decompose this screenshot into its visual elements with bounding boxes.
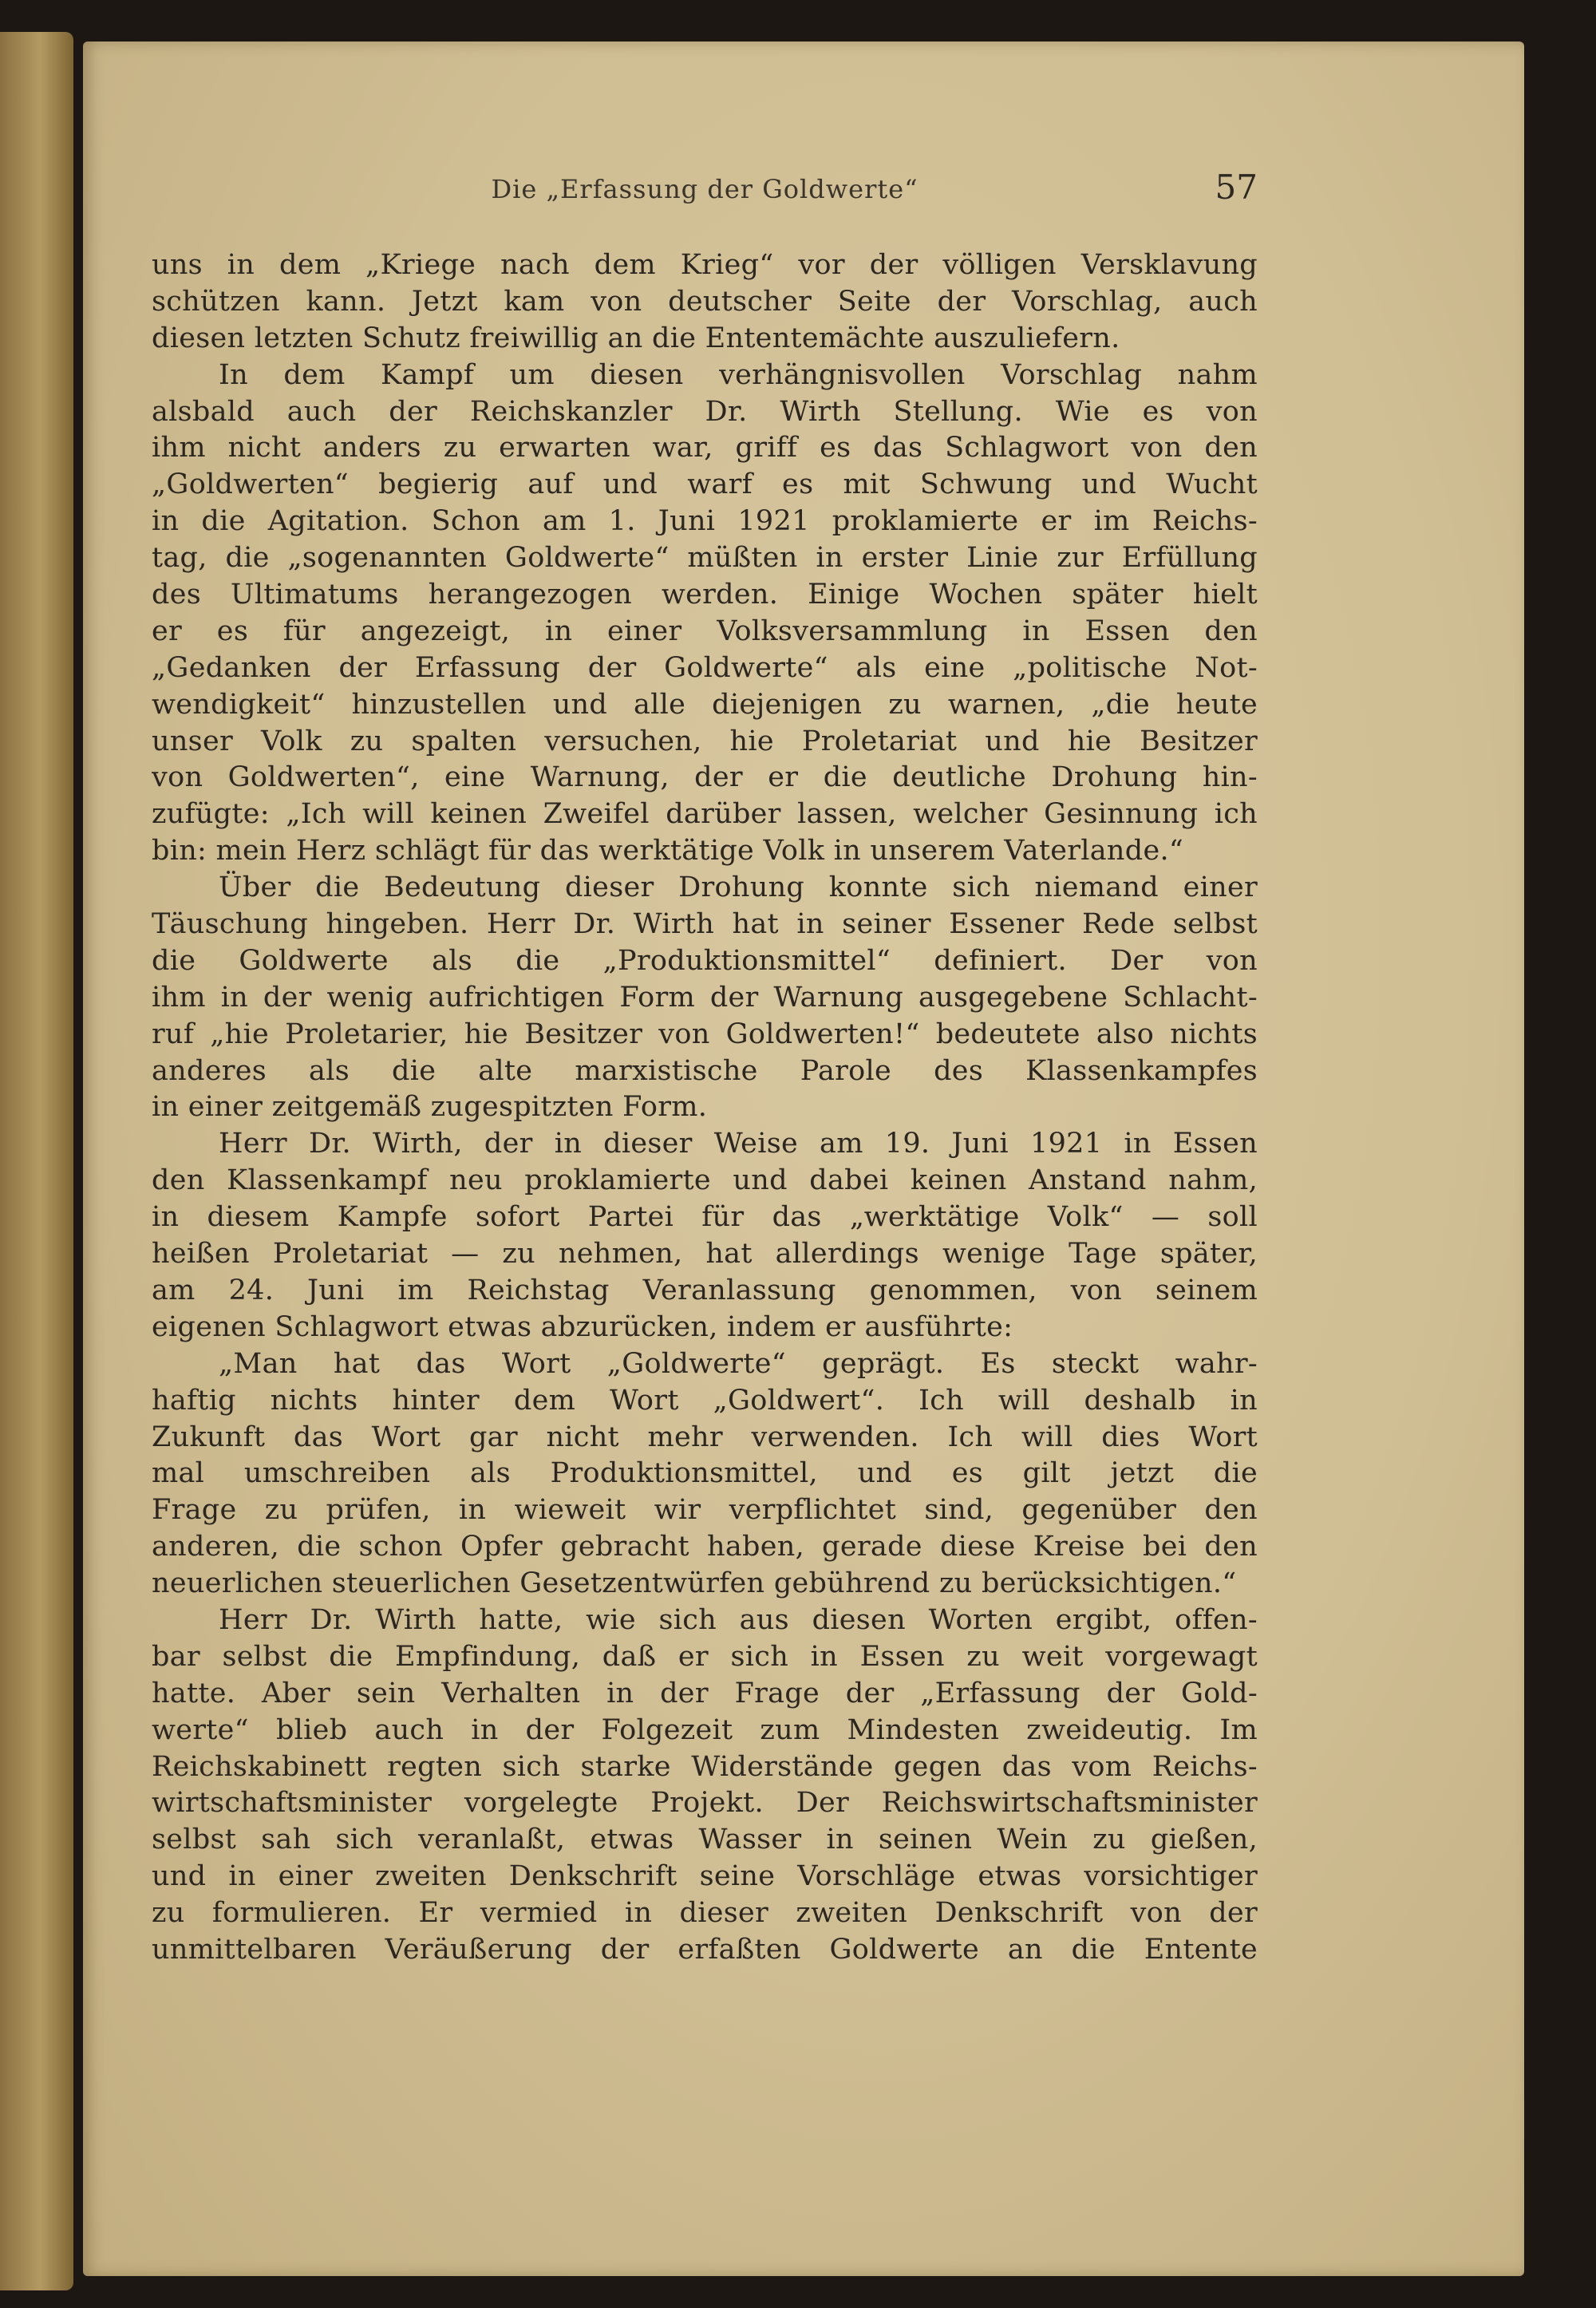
text-line: Zukunft das Wort gar nicht mehr verwenden. Ich will dies Wort [152, 1421, 1258, 1453]
running-head [152, 168, 1258, 222]
text-line: diesen letzten Schutz freiwillig an die Ententemächte auszuliefern. [152, 322, 1120, 354]
text-line: alsbald auch der Reichskanzler Dr. Wirth Stellung. Wie es von [152, 395, 1258, 428]
text-line: haftig nichts hinter dem Wort „Goldwert“. Ich will deshalb in [152, 1384, 1258, 1417]
text-line: selbst sah sich veranlaßt, etwas Wasser in seinen Wein zu gießen, [152, 1824, 1258, 1856]
text-line: Reichskabinett regten sich starke Widerstände gegen das vom Reichs- [152, 1750, 1258, 1783]
text-line: und in einer zweiten Denkschrift seine Vorschläge etwas vorsichtiger [152, 1860, 1258, 1893]
text-line: Täuschung hingeben. Herr Dr. Wirth hat in seiner Essener Rede selbst [152, 908, 1258, 941]
text-line: ruf „hie Proletarier, hie Besitzer von Goldwerten!“ bedeutete also nichts [152, 1018, 1258, 1050]
text-line: neuerlichen steuerlichen Gesetzentwürfen gebührend zu berücksichtigen.“ [152, 1567, 1237, 1600]
text-line: Über die Bedeutung dieser Drohung konnte sich niemand einer [219, 871, 1258, 904]
text-line: wendigkeit“ hinzustellen und alle diejenigen zu warnen, „die heute [152, 688, 1258, 721]
text-line: des Ultimatums herangezogen werden. Einige Wochen später hielt [152, 579, 1258, 611]
text-line: werte“ blieb auch in der Folgezeit zum Mindesten zweideutig. Im [152, 1713, 1258, 1746]
text-line: „Goldwerten“ begierig auf und warf es mit Schwung und Wucht [152, 468, 1258, 501]
text-line: die Goldwerte als die „Produktionsmittel“ definiert. Der von [152, 944, 1258, 977]
text-line: von Goldwerten“, eine Warnung, der er die deutliche Drohung hin- [152, 761, 1258, 794]
text-line: „Man hat das Wort „Goldwerte“ geprägt. Es steckt wahr- [219, 1347, 1258, 1380]
text-line: wirtschaftsminister vorgelegte Projekt. Der Reichswirtschaftsminister [152, 1787, 1258, 1820]
text-line: mal umschreiben als Produktionsmittel, und es gilt jetzt die [152, 1457, 1258, 1490]
text-line: „Gedanken der Erfassung der Goldwerte“ als eine „politische Not- [152, 651, 1258, 684]
text-line: ihm in der wenig aufrichtigen Form der Warnung ausgegebene Schlacht- [152, 981, 1258, 1014]
running-head-title: Die „Erfassung der Goldwerte“ [491, 174, 918, 204]
body-text [152, 247, 1258, 1969]
text-line: uns in dem „Kriege nach dem Krieg“ vor der völligen Versklavung [152, 249, 1258, 281]
text-line: Herr Dr. Wirth hatte, wie sich aus diesen Worten ergibt, offen- [219, 1603, 1258, 1636]
text-line: In dem Kampf um diesen verhängnisvollen Vorschlag nahm [219, 358, 1258, 391]
text-line: zu formulieren. Er vermied in dieser zweiten Denkschrift von der [152, 1897, 1258, 1930]
text-line: unmittelbaren Veräußerung der erfaßten Goldwerte an die Entente [152, 1933, 1258, 1966]
page-number: 57 [1215, 168, 1258, 207]
text-line: bar selbst die Empfindung, daß er sich in Essen zu weit vorgewagt [152, 1640, 1258, 1673]
text-line: in diesem Kampfe sofort Partei für das „werktätige Volk“ — soll [152, 1201, 1258, 1234]
text-line: hatte. Aber sein Verhalten in der Frage der „Erfassung der Gold- [152, 1677, 1258, 1709]
text-line: am 24. Juni im Reichstag Veranlassung genommen, von seinem [152, 1274, 1258, 1306]
text-line: tag, die „sogenannten Goldwerte“ müßten in erster Linie zur Erfüllung [152, 542, 1258, 575]
text-line: er es für angezeigt, in einer Volksversammlung in Essen den [152, 615, 1258, 647]
facing-page-edge [0, 32, 73, 2290]
text-line: ihm nicht anders zu erwarten war, griff es das Schlagwort von den [152, 432, 1258, 464]
text-line: den Klassenkampf neu proklamierte und dabei keinen Anstand nahm, [152, 1164, 1258, 1197]
text-line: Frage zu prüfen, in wieweit wir verpflichtet sind, gegenüber den [152, 1494, 1258, 1527]
text-line: in einer zeitgemäß zugespitzten Form. [152, 1091, 708, 1124]
text-line: anderen, die schon Opfer gebracht haben, gerade diese Kreise bei den [152, 1531, 1258, 1563]
text-line: unser Volk zu spalten versuchen, hie Proletariat und hie Besitzer [152, 725, 1258, 757]
text-line: bin: mein Herz schlägt für das werktätige Volk in unserem Vaterlande.“ [152, 835, 1184, 867]
text-line: eigenen Schlagwort etwas abzurücken, indem er ausführte: [152, 1310, 1013, 1343]
text-line: Herr Dr. Wirth, der in dieser Weise am 19. Juni 1921 in Essen [219, 1128, 1258, 1160]
text-line: schützen kann. Jetzt kam von deutscher Seite der Vorschlag, auch [152, 285, 1258, 318]
text-line: heißen Proletariat — zu nehmen, hat allerdings wenige Tage später, [152, 1238, 1258, 1271]
text-line: zufügte: „Ich will keinen Zweifel darüber lassen, welcher Gesinnung ich [152, 798, 1258, 831]
text-line: anderes als die alte marxistische Parole des Klassenkampfes [152, 1054, 1258, 1087]
text-line: in die Agitation. Schon am 1. Juni 1921 proklamierte er im Reichs- [152, 505, 1258, 538]
